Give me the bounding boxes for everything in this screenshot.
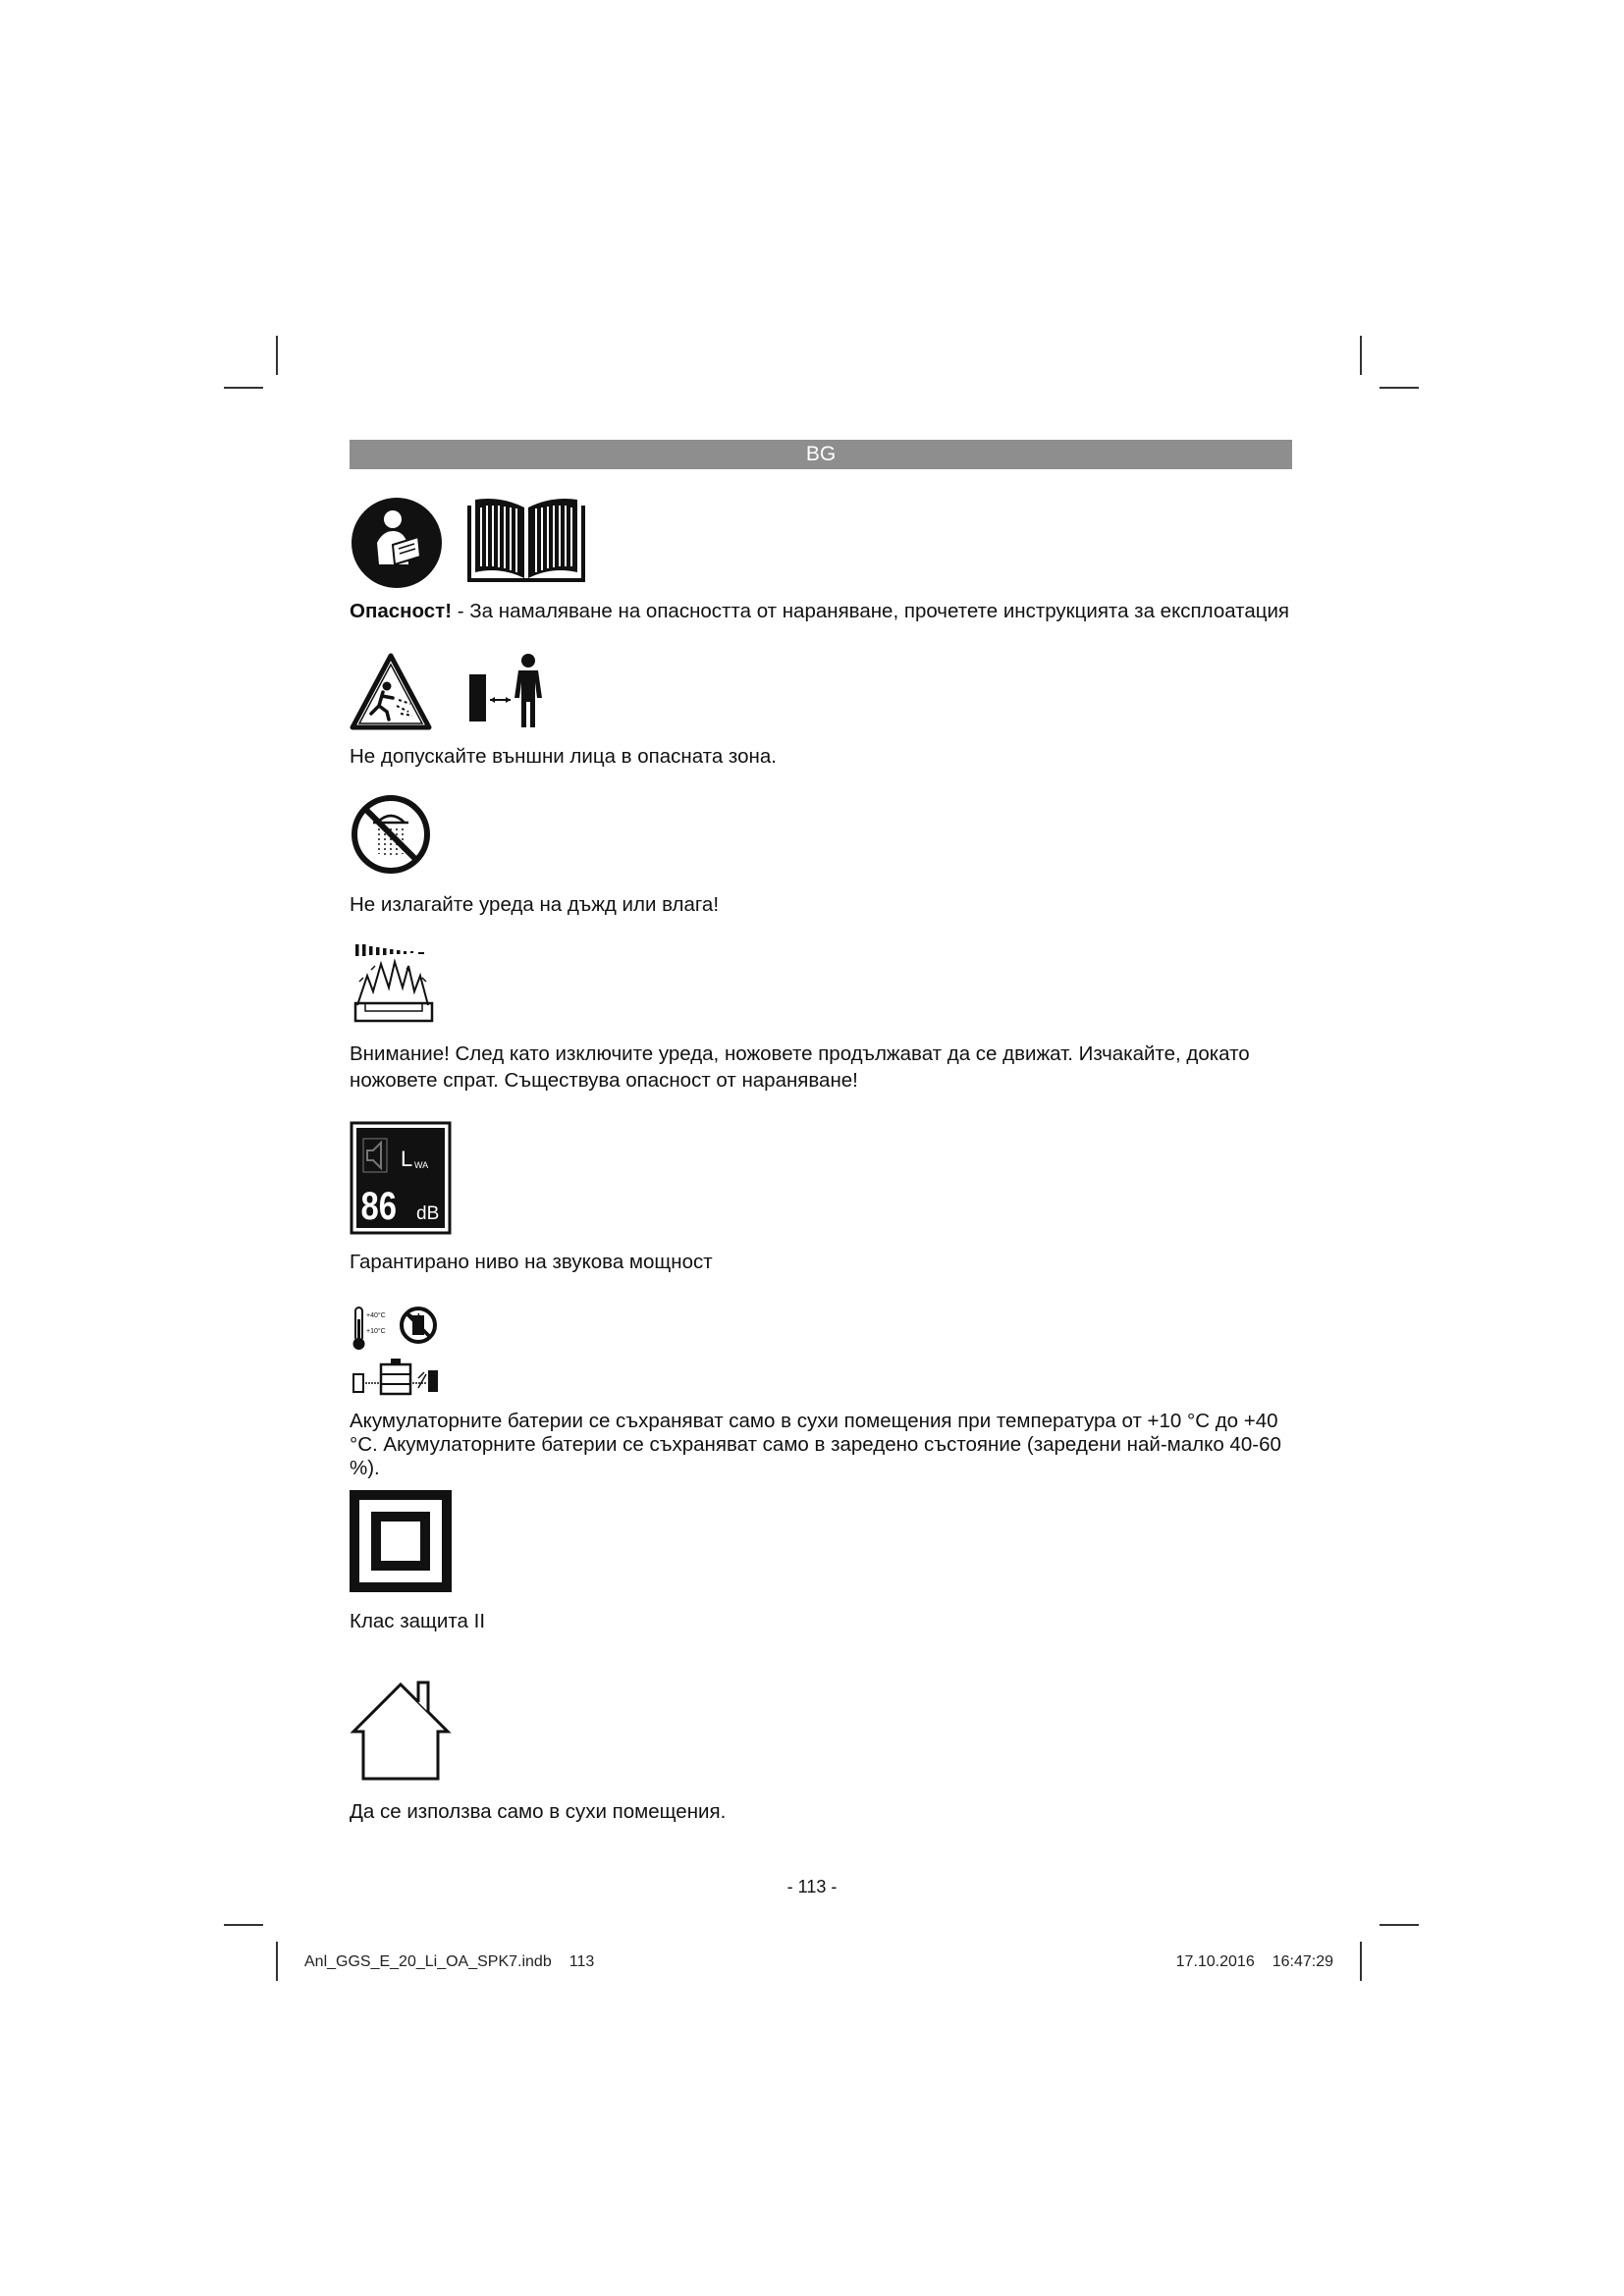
crop-mark (224, 387, 263, 389)
sound-unit: dB (416, 1203, 440, 1224)
caption-moving-blades: Внимание! След като изключите уреда, ножовете продължават да се движат. Изчакайте, докато ножовете спрат. Съществува опасност от нараняване! (350, 1042, 1250, 1092)
crop-mark (276, 336, 278, 375)
page-number: - 113 - (786, 1877, 838, 1896)
footer-date: 17.10.2016 (1175, 1953, 1255, 1970)
symbol-block-protection-class (350, 1490, 1292, 1633)
protection-class-ii-icon (350, 1490, 452, 1592)
temp-min-label: +10°C (366, 1328, 386, 1335)
battery-storage-icon (350, 1306, 444, 1398)
symbol-block-bystanders (350, 653, 1292, 769)
flying-debris-warning-icon (350, 653, 432, 731)
footer-timestamp (1176, 1953, 1333, 1971)
caption-indoor-use: Да се използва само в сухи помещения. (350, 1800, 727, 1823)
footer-time: 16:47:29 (1272, 1953, 1333, 1970)
symbol-block-read-manual (350, 496, 1292, 623)
footer-file-info (304, 1953, 594, 1971)
symbol-block-no-rain (350, 793, 1292, 917)
symbol-block-moving-blades (350, 942, 1292, 1094)
indoor-use-icon (350, 1679, 452, 1783)
crop-mark (1360, 336, 1362, 375)
sound-symbol: L (401, 1147, 413, 1171)
language-header-bar: BG (350, 440, 1292, 469)
caption-battery-storage: Акумулаторните батерии се съхраняват само в сухи помещения при температура от +10 °C до +40 °C. Акумулаторните батерии се съхраняват само в заредено състояние (заредени най-малко 40-60 %). (350, 1410, 1281, 1479)
sound-value: 86 (360, 1183, 397, 1228)
footer-filename: Anl_GGS_E_20_Li_OA_SPK7.indb (304, 1953, 552, 1970)
caption-read-manual (350, 600, 1292, 623)
symbol-block-sound-power (350, 1121, 1292, 1274)
sound-subscript: WA (414, 1160, 429, 1170)
caption-protection-class: Клас защита II (350, 1610, 486, 1632)
crop-mark (1380, 387, 1419, 389)
sound-power-icon (350, 1121, 452, 1235)
no-rain-icon (350, 793, 432, 876)
read-manual-icon (350, 496, 444, 590)
caption-sound-power: Гарантирано ниво на звукова мощност (350, 1251, 713, 1273)
keep-distance-icon (465, 653, 548, 731)
footer-page: 113 (568, 1953, 595, 1970)
open-book-icon (465, 496, 587, 584)
caption-bystanders: Не допускайте външни лица в опасната зона. (350, 745, 777, 768)
crop-mark (276, 1942, 278, 1981)
caption-text: - За намаляване на опасността от нараняване, прочетете инструкцията за експлоатация (452, 600, 1290, 622)
symbol-block-indoor-use (350, 1679, 1292, 1824)
caption-no-rain: Не излагайте уреда на дъжд или влага! (350, 893, 720, 916)
danger-label: Опасност! (350, 600, 453, 622)
crop-mark (224, 1924, 263, 1926)
crop-mark (1380, 1924, 1419, 1926)
symbol-block-battery-storage (350, 1306, 1292, 1480)
crop-mark (1360, 1942, 1362, 1981)
temp-max-label: +40°C (366, 1312, 386, 1319)
moving-blades-icon (350, 942, 438, 1025)
